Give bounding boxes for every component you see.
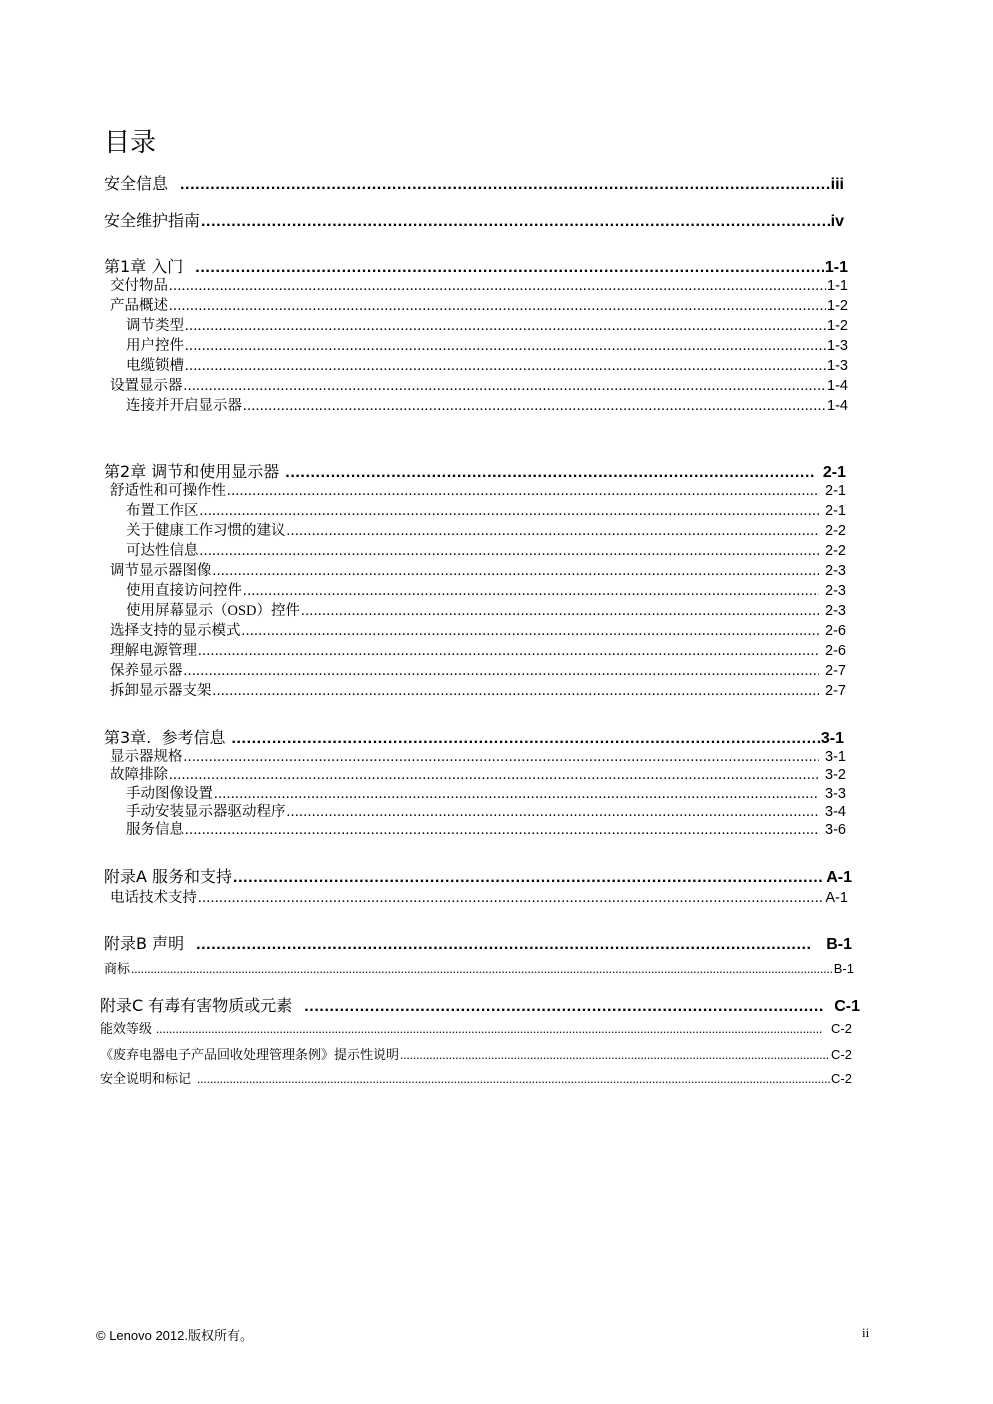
dot-leader (301, 603, 819, 620)
toc-chapter-1[interactable] (104, 254, 848, 274)
toc-chapter-2[interactable] (104, 459, 846, 479)
dot-leader (169, 298, 826, 315)
toc-entry[interactable] (126, 354, 848, 374)
toc-label: 连接并开启显示器 (126, 398, 242, 414)
toc-label: 商标 (104, 961, 131, 976)
toc-page: 2-1 (825, 503, 846, 519)
toc-entry[interactable] (110, 745, 846, 765)
toc-page: 2-2 (825, 523, 846, 539)
toc-entry[interactable] (126, 499, 846, 519)
toc-appendix-c[interactable] (100, 993, 860, 1013)
toc-entry[interactable] (110, 479, 846, 499)
toc-page: 2-3 (825, 603, 846, 619)
toc-page: 2-2 (825, 543, 846, 559)
toc-entry[interactable] (110, 294, 848, 314)
dot-leader (400, 1047, 830, 1063)
toc-label: 手动图像设置 (126, 786, 213, 802)
toc-page: 2-1 (822, 464, 846, 481)
dot-leader (180, 176, 830, 194)
toc-label: 第1章 入门 (104, 257, 184, 276)
toc-entry[interactable] (126, 818, 846, 838)
page-title: 目录 (104, 128, 157, 158)
dot-leader (185, 318, 826, 335)
toc-label: 用户控件 (126, 338, 184, 354)
toc-entry[interactable] (126, 579, 846, 599)
toc-chapter-3[interactable] (104, 725, 844, 745)
toc-page: 3-1 (825, 749, 846, 765)
toc-label: 电话技术支持 (110, 890, 197, 906)
toc-label: 电缆锁槽 (126, 358, 184, 374)
toc-entry[interactable] (100, 1068, 852, 1088)
toc-page: iii (830, 176, 844, 193)
toc-label: 产品概述 (110, 298, 168, 314)
dot-leader (201, 213, 830, 231)
dot-leader (198, 890, 824, 907)
toc-page: 3-2 (825, 767, 846, 783)
toc-entry[interactable] (110, 763, 846, 783)
toc-entry[interactable] (110, 374, 848, 394)
toc-entry-safety-info[interactable] (104, 171, 844, 191)
toc-label: 服务信息 (126, 822, 184, 838)
dot-leader (304, 998, 824, 1016)
dot-leader (200, 543, 820, 560)
toc-page: 3-3 (825, 786, 846, 802)
dot-leader (287, 523, 820, 540)
toc-label: 手动安装显示器驱动程序 (126, 804, 286, 820)
dot-leader (213, 563, 820, 580)
dot-leader (243, 398, 826, 415)
toc-entry[interactable] (110, 659, 846, 679)
toc-label: 显示器规格 (110, 749, 183, 765)
toc-page: 3-6 (825, 822, 846, 838)
dot-leader (131, 961, 833, 977)
toc-label: 第3章. 参考信息 (104, 728, 226, 747)
toc-entry[interactable] (110, 679, 846, 699)
toc-entry[interactable] (110, 274, 848, 294)
dot-leader (200, 503, 820, 520)
dot-leader (184, 378, 827, 395)
dot-leader (227, 483, 819, 500)
toc-page: 1-3 (827, 338, 848, 354)
toc-entry[interactable] (126, 539, 846, 559)
dot-leader (233, 869, 822, 887)
toc-entry[interactable] (126, 334, 848, 354)
toc-label: 舒适性和可操作性 (110, 483, 226, 499)
dot-leader (196, 936, 812, 954)
toc-entry[interactable] (110, 559, 846, 579)
toc-label: 拆卸显示器支架 (110, 683, 212, 699)
copyright-footer: © Lenovo 2012.版权所有。 (96, 1328, 253, 1343)
toc-label: 调节类型 (126, 318, 184, 334)
toc-page: 1-1 (824, 259, 848, 276)
toc-page: 2-7 (825, 663, 846, 679)
toc-page: A-1 (826, 869, 852, 886)
toc-entry[interactable] (100, 1018, 852, 1038)
dot-leader (242, 623, 820, 640)
dot-leader (197, 1071, 830, 1087)
toc-page: C-1 (834, 998, 860, 1015)
toc-page: C-2 (831, 1047, 852, 1062)
toc-entry[interactable] (126, 314, 848, 334)
toc-page: C-2 (831, 1071, 852, 1086)
toc-label: 安全说明和标记 (100, 1071, 192, 1086)
toc-entry[interactable] (110, 886, 848, 906)
toc-label: 选择支持的显示模式 (110, 623, 241, 639)
toc-page: 1-2 (827, 298, 848, 314)
toc-page: 2-3 (825, 583, 846, 599)
dot-leader (185, 338, 826, 355)
toc-entry[interactable] (104, 958, 854, 978)
toc-appendix-a[interactable] (104, 864, 852, 884)
toc-entry[interactable] (126, 599, 846, 619)
toc-label: 调节显示器图像 (110, 563, 212, 579)
toc-entry-safety-maintenance[interactable] (104, 208, 844, 228)
toc-label: 设置显示器 (110, 378, 183, 394)
toc-label: 安全维护指南 (104, 211, 201, 230)
toc-label: 关于健康工作习惯的建议 (126, 523, 286, 539)
toc-page: 1-2 (827, 318, 848, 334)
toc-label: 布置工作区 (126, 503, 199, 519)
toc-page: 1-4 (827, 378, 848, 394)
toc-label: 使用直接访问控件 (126, 583, 242, 599)
toc-label: 保养显示器 (110, 663, 183, 679)
toc-page: C-2 (831, 1021, 852, 1036)
toc-label: 安全信息 (104, 174, 169, 193)
dot-leader (213, 683, 820, 700)
toc-entry[interactable] (126, 519, 846, 539)
toc-page: 2-6 (825, 623, 846, 639)
toc-label: 可达性信息 (126, 543, 199, 559)
toc-label: 能效等级 (100, 1021, 153, 1036)
toc-entry[interactable] (100, 1044, 852, 1064)
toc-page: 1-4 (827, 398, 848, 414)
toc-label: 第2章 调节和使用显示器 (104, 462, 280, 481)
toc-label: 使用屏幕显示（OSD）控件 (126, 603, 301, 619)
dot-leader (185, 822, 819, 839)
dot-leader (243, 583, 819, 600)
toc-page: B-1 (833, 961, 854, 976)
dot-leader (198, 643, 819, 660)
toc-page: A-1 (825, 890, 848, 906)
dot-leader (185, 358, 826, 375)
toc-page: 2-1 (825, 483, 846, 499)
toc-entry[interactable] (110, 619, 846, 639)
toc-page: 2-7 (825, 683, 846, 699)
toc-label: 《废弃电器电子产品回收处理管理条例》提示性说明 (100, 1047, 400, 1062)
toc-appendix-b[interactable] (104, 931, 852, 951)
toc-entry[interactable] (126, 394, 848, 414)
toc-page: 3-4 (825, 804, 846, 820)
page-number: ii (862, 1325, 870, 1340)
toc-page: B-1 (826, 936, 852, 953)
toc-page: iv (830, 213, 844, 230)
toc-page: 3-1 (820, 730, 844, 747)
toc-label: 附录A 服务和支持 (104, 867, 233, 886)
toc-entry[interactable] (110, 639, 846, 659)
toc-page: 2-3 (825, 563, 846, 579)
toc-page: 1-3 (827, 358, 848, 374)
dot-leader (169, 278, 826, 295)
dot-leader (184, 663, 820, 680)
toc-label: 附录B 声明 (104, 934, 185, 953)
toc-entry[interactable] (126, 782, 846, 802)
toc-label: 故障排除 (110, 767, 168, 783)
toc-page: 2-6 (825, 643, 846, 659)
toc-label: 附录C 有毒有害物质或元素 (100, 996, 293, 1015)
toc-label: 理解电源管理 (110, 643, 197, 659)
toc-entry[interactable] (126, 800, 846, 820)
toc-label: 交付物品 (110, 278, 168, 294)
toc-page: 1-1 (827, 278, 848, 294)
dot-leader (156, 1021, 823, 1037)
